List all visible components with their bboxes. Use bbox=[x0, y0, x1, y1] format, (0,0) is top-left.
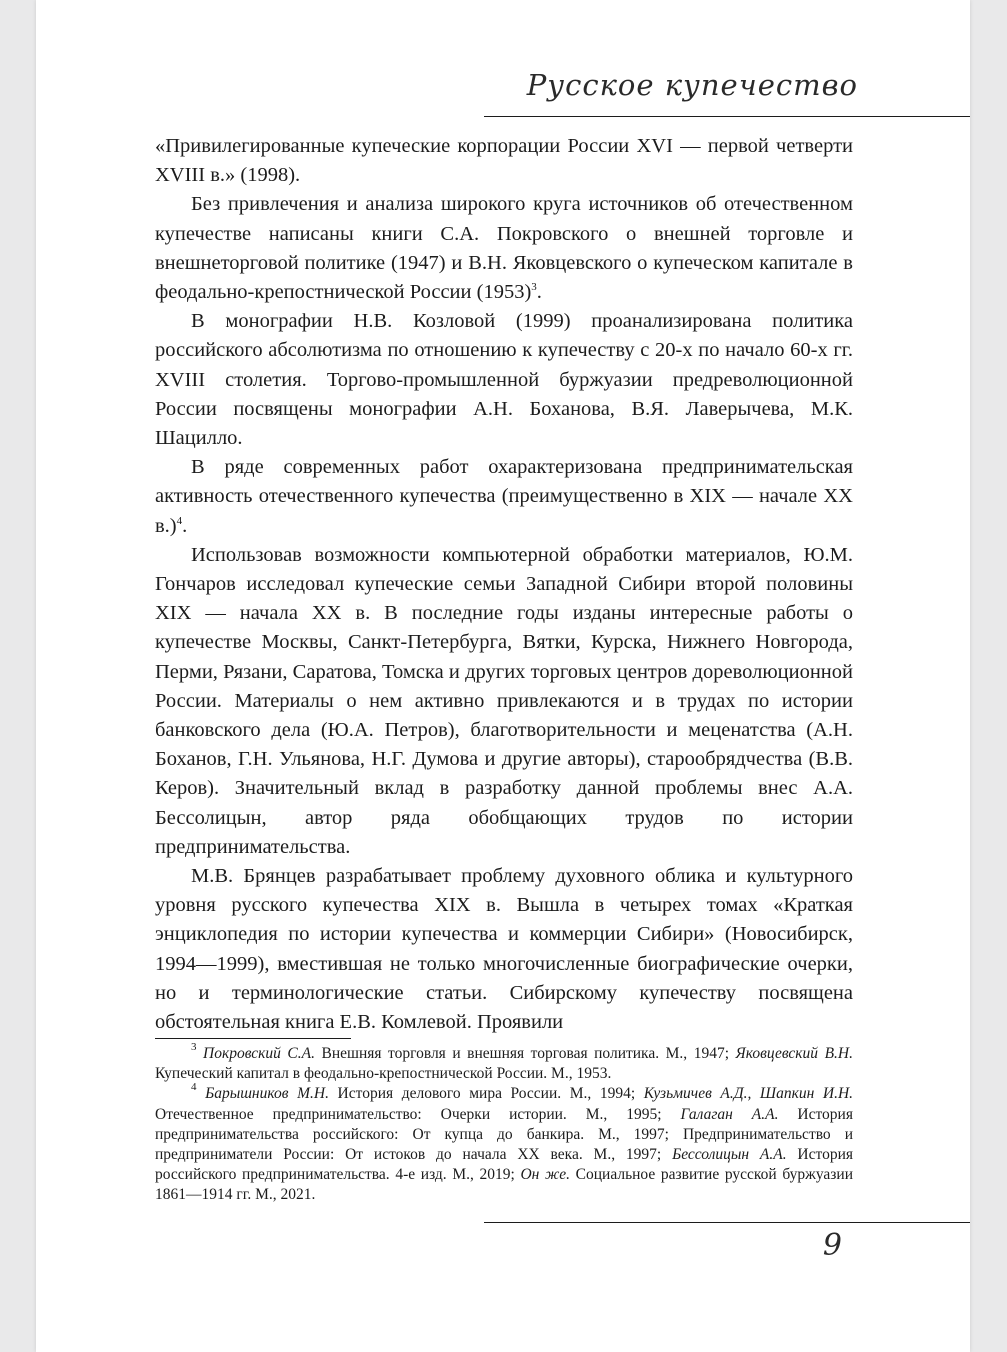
book-page bbox=[36, 0, 970, 1352]
footnote-ref-3[interactable]: 3 bbox=[531, 281, 537, 294]
footnote-3: $^3$ Покровский С.А. Внешняя торговля и внешняя торговая политика. М., 1947; Яковцевский В.Н. Купеческий капитал в феодально-крепостнической России. М., 1953. bbox=[155, 1041, 853, 1083]
paragraph-4: В ряде современных работ охарактеризована предпринимательская активность отечественного купечества (преимущественно в XIX — начале XX в.)$^4$. bbox=[155, 456, 853, 537]
footer-rule bbox=[484, 1222, 970, 1223]
footnote-ref-4[interactable]: 4 bbox=[176, 514, 183, 527]
paragraph-5: Использовав возможности компьютерной обработки материалов, Ю.М. Гончаров исследовал купеческие семьи Западной Сибири второй половины XIX — начала XX в. В последние годы изданы интересные работы о купечестве Москвы, Санкт-Петербурга, Вятки, Курска, Нижнего Новгорода, Перми, Рязани, Саратова, Томска и других торговых центров дореволюционной России. Материалы о нем активно привлекаются и в трудах по истории банковского дела (Ю.А. Петров), благотворительности и меценатства (А.Н. Боханов, Г.Н. Ульянова, Н.Г. Думова и другие авторы), старообрядчества (В.В. Керов). Значительный вклад в разработку данной проблемы внес А.А. Бессолицын, автор ряда обобщающих трудов по истории предпринимательства. bbox=[155, 543, 853, 858]
page-number: 9 bbox=[822, 1228, 842, 1263]
footnote-4: $^4$ Барышников М.Н. История делового мира России. М., 1994; Кузьмичев А.Д., Шапкин И.Н. Отечественное предпринимательство: Очерки истории. М., 1995; Галаган А.А. История предпринимательства российского: От купца до банкира. М., 1997; Предпринимательство и предприниматели России: От истоков до начала XX века. М., 1997; Бессолицын А.А. История российского предпринимательства. 4-е изд. М., 2019; Он же. Социальное развитие русской буржуазии 1861—1914 гг. М., 2021. bbox=[155, 1081, 854, 1204]
paragraph-2: Без привлечения и анализа широкого круга источников об отечественном купечестве написаны книги С.А. Покровского о внешней торговле и внешнеторговой политике (1947) и В.Н. Яковцевского о купеческом капитале в феодально-крепостнической России $(1953)^3$. bbox=[155, 193, 853, 304]
footnotes bbox=[155, 1041, 854, 1206]
paragraph-6: М.В. Брянцев разрабатывает проблему духовного облика и культурного уровня русского купечества XIX в. Вышла в четырех томах «Краткая энциклопедия по истории купечества и коммерции Сибири» (Новосибирск, 1994—1999), вместившая не только многочисленные биографические очерки, но и терминологические статьи. Сибирскому купечеству посвящена обстоятельная книга Е.В. Комлевой. Проявили bbox=[155, 865, 853, 1034]
paragraph-1: «Привилегированные купеческие корпорации России XVI — первой четверти XVIII в.» (1998). bbox=[155, 135, 853, 187]
running-title: Русское купечество bbox=[526, 68, 858, 102]
footnote-rule bbox=[155, 1038, 351, 1039]
paragraph-3: В монографии Н.В. Козловой (1999) проанализирована политика российского абсолютизма по отношению к купечеству с 20-х по начало 60-х гг. XVIII столетия. Торгово-промышленной буржуазии предреволюционной России посвящены монографии А.Н. Боханова, В.Я. Лаверычева, М.К. Шацилло. bbox=[155, 310, 853, 450]
body-text bbox=[155, 132, 853, 1037]
header-rule bbox=[484, 116, 970, 117]
